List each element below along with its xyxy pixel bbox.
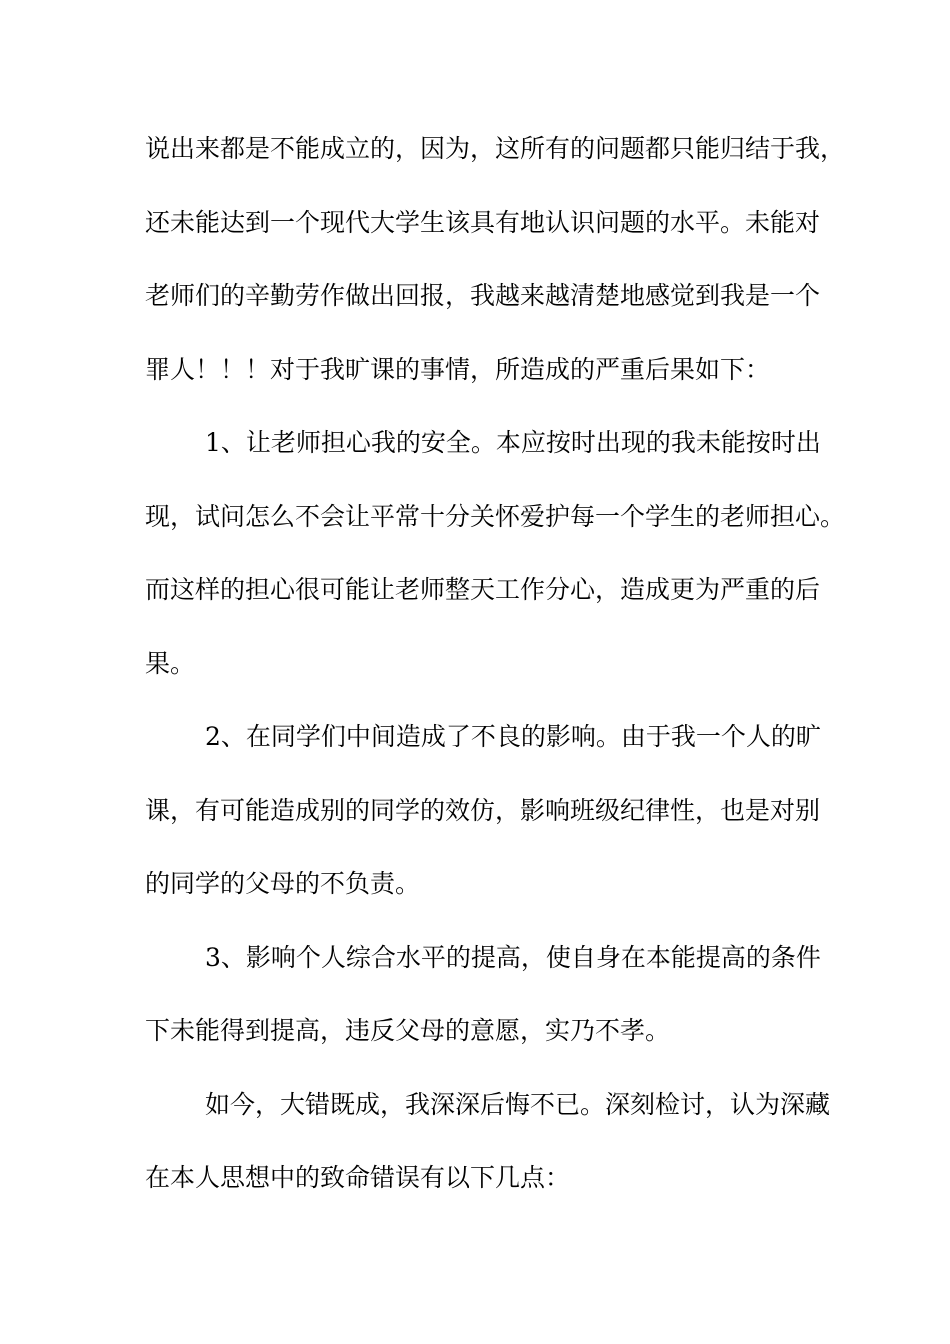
- text-line: 2、在同学们中间造成了不良的影响。由于我一个人的旷: [205, 722, 821, 751]
- text-line: 3、影响个人综合水平的提高，使自身在本能提高的条件: [205, 942, 821, 972]
- text-line: 的同学的父母的不负责。: [145, 869, 421, 898]
- text-line: 1、让老师担心我的安全。本应按时出现的我未能按时出: [205, 428, 821, 457]
- paragraph-consequences-intro: [145, 124, 846, 418]
- text-line: 果。: [145, 648, 196, 678]
- text-line: 在本人思想中的致命错误有以下几点：: [145, 1163, 571, 1192]
- paragraph-reflection: [145, 1080, 831, 1227]
- text-line: 下未能得到提高，违反父母的意愿，实乃不孝。: [145, 1016, 671, 1045]
- list-item-1: [145, 418, 846, 712]
- document-body: [145, 124, 846, 1227]
- text-line: 罪人！！！对于我旷课的事情，所造成的严重后果如下：: [145, 354, 771, 384]
- list-item-3: [145, 933, 821, 1080]
- text-line: 老师们的辛勤劳作做出回报，我越来越清楚地感觉到我是一个: [145, 281, 821, 310]
- text-line: 还未能达到一个现代大学生该具有地认识问题的水平。未能对: [145, 207, 821, 237]
- text-line: 而这样的担心很可能让老师整天工作分心，造成更为严重的后: [145, 575, 821, 604]
- text-line: 如今，大错既成，我深深后悔不已。深刻检讨，认为深藏: [205, 1089, 831, 1119]
- list-item-2: [145, 712, 821, 933]
- text-line: 说出来都是不能成立的，因为，这所有的问题都只能归结于我，: [145, 134, 846, 163]
- text-line: 现，试问怎么不会让平常十分关怀爱护每一个学生的老师担心。: [145, 501, 846, 531]
- text-line: 课，有可能造成别的同学的效仿，影响班级纪律性，也是对别: [145, 795, 821, 825]
